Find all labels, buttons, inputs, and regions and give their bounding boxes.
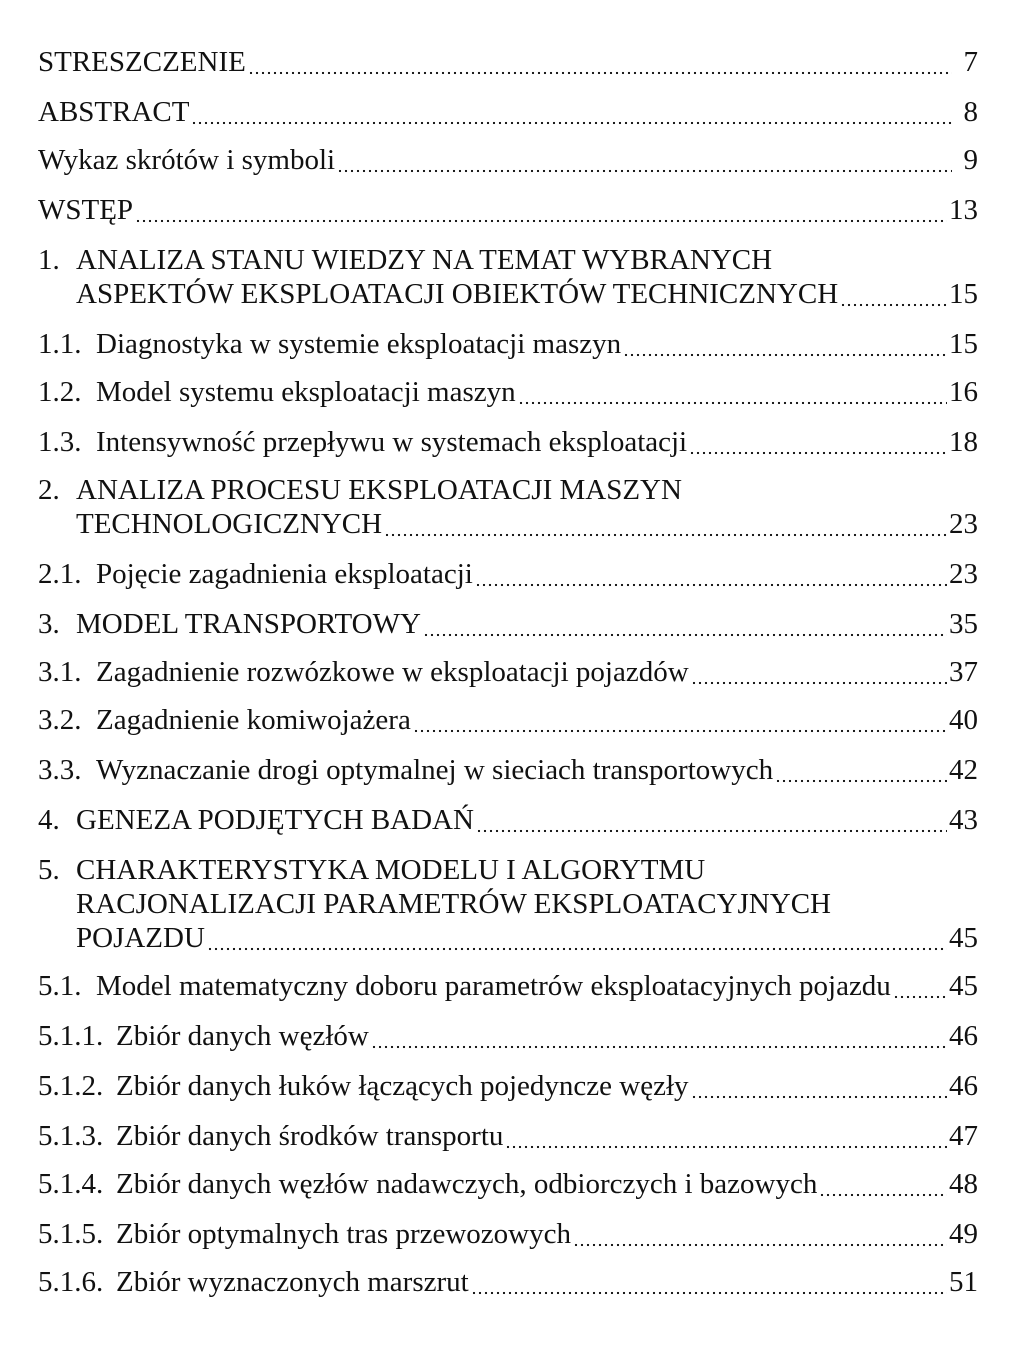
toc-entry-page: 47 bbox=[949, 1120, 978, 1152]
toc-entry-page: 42 bbox=[949, 754, 978, 786]
toc-entry-title: Pojęcie zagadnienia eksploatacji bbox=[96, 558, 473, 590]
toc-entry-page: 51 bbox=[949, 1266, 978, 1298]
toc-entry-number: 4. bbox=[38, 804, 60, 836]
toc-entry-number: 3. bbox=[38, 608, 60, 640]
toc-entry-number: 5.1.1. bbox=[38, 1020, 104, 1052]
toc-entry-number: 5.1.6. bbox=[38, 1266, 104, 1298]
dot-leader bbox=[384, 533, 947, 537]
toc-entry-page: 7 bbox=[963, 46, 978, 78]
toc-entry-number: 5. bbox=[38, 854, 60, 886]
toc-entry-page: 46 bbox=[949, 1020, 978, 1052]
toc-entry[interactable] bbox=[38, 98, 978, 132]
dot-leader bbox=[476, 829, 947, 833]
toc-entry-page: 43 bbox=[949, 804, 978, 836]
toc-entry-title: Model systemu eksploatacji maszyn bbox=[96, 376, 516, 408]
dot-leader bbox=[135, 219, 947, 223]
toc-entry-page: 15 bbox=[949, 328, 978, 360]
toc-entry-title: TECHNOLOGICZNYCH bbox=[76, 508, 383, 540]
dot-leader bbox=[475, 583, 947, 587]
toc-entry-page: 23 bbox=[949, 508, 978, 540]
toc-entry-number: 1.3. bbox=[38, 426, 82, 458]
toc-entry-title: Zbiór danych węzłów bbox=[116, 1020, 369, 1052]
toc-entry-number: 5.1.3. bbox=[38, 1120, 104, 1152]
toc-entry-page: 45 bbox=[949, 922, 978, 954]
toc-entry-title: Zbiór danych łuków łączących pojedyncze węzły bbox=[116, 1070, 689, 1102]
toc-entry-number: 5.1.2. bbox=[38, 1070, 104, 1102]
dot-leader bbox=[423, 633, 947, 637]
dot-leader bbox=[337, 169, 952, 173]
toc-entry-number: 5.1.5. bbox=[38, 1218, 104, 1250]
dot-leader bbox=[505, 1145, 947, 1149]
dot-leader bbox=[691, 681, 947, 685]
toc-entry-number: 1.1. bbox=[38, 328, 82, 360]
dot-leader bbox=[775, 779, 947, 783]
toc-entry[interactable] bbox=[38, 1170, 978, 1204]
dot-leader bbox=[691, 1095, 948, 1099]
toc-entry-title: MODEL TRANSPORTOWY bbox=[76, 608, 421, 640]
toc-entry-page: 9 bbox=[963, 144, 978, 176]
toc-entry[interactable] bbox=[38, 246, 978, 314]
toc-entry-page: 16 bbox=[949, 376, 978, 408]
toc-entry-number: 3.1. bbox=[38, 656, 82, 688]
toc-entry-number: 3.3. bbox=[38, 754, 82, 786]
toc-entry-title-line: CHARAKTERYSTYKA MODELU I ALGORYTMU bbox=[76, 854, 706, 886]
dot-leader bbox=[371, 1045, 947, 1049]
toc-entry-title: Zbiór danych środków transportu bbox=[116, 1120, 504, 1152]
toc-entry-page: 45 bbox=[949, 970, 978, 1002]
toc-entry-page: 8 bbox=[963, 96, 978, 128]
dot-leader bbox=[248, 71, 952, 75]
dot-leader bbox=[893, 995, 947, 999]
toc-entry[interactable] bbox=[38, 330, 978, 364]
dot-leader bbox=[518, 401, 947, 405]
dot-leader bbox=[689, 451, 947, 455]
toc-entry-title: Wykaz skrótów i symboli bbox=[38, 144, 336, 176]
toc-entry-number: 3.2. bbox=[38, 704, 82, 736]
toc-entry[interactable] bbox=[38, 560, 978, 594]
dot-leader bbox=[840, 303, 947, 307]
toc-entry-title: Wyznaczanie drogi optymalnej w sieciach transportowych bbox=[96, 754, 774, 786]
toc-entry-title-line: RACJONALIZACJI PARAMETRÓW EKSPLOATACYJNYCH bbox=[76, 888, 831, 920]
toc-entry[interactable] bbox=[38, 610, 978, 644]
toc-entry[interactable] bbox=[38, 1268, 978, 1302]
toc-entry-page: 18 bbox=[949, 426, 978, 458]
toc-entry-title: GENEZA PODJĘTYCH BADAŃ bbox=[76, 804, 474, 836]
toc-entry-title: ASPEKTÓW EKSPLOATACJI OBIEKTÓW TECHNICZNYCH bbox=[76, 278, 839, 310]
toc-entry[interactable] bbox=[38, 428, 978, 462]
toc-entry-number: 1. bbox=[38, 244, 60, 276]
toc-entry[interactable] bbox=[38, 378, 978, 412]
toc-entry[interactable] bbox=[38, 146, 978, 180]
toc-entry-number: 2.1. bbox=[38, 558, 82, 590]
toc-entry-page: 48 bbox=[949, 1168, 978, 1200]
toc-entry[interactable] bbox=[38, 756, 978, 790]
toc-entry-number: 5.1. bbox=[38, 970, 82, 1002]
toc-entry-number: 1.2. bbox=[38, 376, 82, 408]
toc-entry-page: 37 bbox=[949, 656, 978, 688]
toc-entry-number: 5.1.4. bbox=[38, 1168, 104, 1200]
toc-entry-page: 13 bbox=[949, 194, 978, 226]
toc-entry-title: STRESZCZENIE bbox=[38, 46, 246, 78]
toc-entry-number: 2. bbox=[38, 474, 60, 506]
toc-entry[interactable] bbox=[38, 476, 978, 544]
toc-entry-page: 23 bbox=[949, 558, 978, 590]
dot-leader bbox=[819, 1193, 947, 1197]
toc-entry-page: 40 bbox=[949, 704, 978, 736]
dot-leader bbox=[207, 947, 947, 951]
toc-entry-title-line: ANALIZA PROCESU EKSPLOATACJI MASZYN bbox=[76, 474, 682, 506]
toc-entry-title-line: ANALIZA STANU WIEDZY NA TEMAT WYBRANYCH bbox=[76, 244, 773, 276]
toc-entry-title: Intensywność przepływu w systemach eksploatacji bbox=[96, 426, 688, 458]
toc-entry-title: Diagnostyka w systemie eksploatacji maszyn bbox=[96, 328, 622, 360]
toc-entry-title: Zagadnienie rozwózkowe w eksploatacji pojazdów bbox=[96, 656, 689, 688]
toc-entry[interactable] bbox=[38, 1122, 978, 1156]
toc-entry[interactable] bbox=[38, 48, 978, 82]
toc-entry[interactable] bbox=[38, 1220, 978, 1254]
toc-entry[interactable] bbox=[38, 196, 978, 230]
toc-entry[interactable] bbox=[38, 1022, 978, 1056]
dot-leader bbox=[191, 121, 952, 125]
toc-entry-title: WSTĘP bbox=[38, 194, 134, 226]
toc-entry[interactable] bbox=[38, 972, 978, 1006]
dot-leader bbox=[413, 729, 947, 733]
toc-entry-title: Zbiór wyznaczonych marszrut bbox=[116, 1266, 469, 1298]
toc-entry-title: POJAZDU bbox=[76, 922, 205, 954]
dot-leader bbox=[623, 353, 947, 357]
toc-entry[interactable] bbox=[38, 706, 978, 740]
toc-entry-page: 35 bbox=[949, 608, 978, 640]
dot-leader bbox=[471, 1291, 947, 1295]
toc-entry-title: Zagadnienie komiwojażera bbox=[96, 704, 411, 736]
toc-entry[interactable] bbox=[38, 856, 978, 958]
toc-entry-title: Zbiór optymalnych tras przewozowych bbox=[116, 1218, 571, 1250]
toc-entry[interactable] bbox=[38, 1072, 978, 1106]
toc-entry[interactable] bbox=[38, 658, 978, 692]
toc-entry-page: 46 bbox=[949, 1070, 978, 1102]
toc-entry-title: ABSTRACT bbox=[38, 96, 190, 128]
toc-entry-page: 49 bbox=[949, 1218, 978, 1250]
toc-entry-title: Zbiór danych węzłów nadawczych, odbiorczych i bazowych bbox=[116, 1168, 818, 1200]
dot-leader bbox=[573, 1243, 947, 1247]
toc-entry[interactable] bbox=[38, 806, 978, 840]
toc-entry-title: Model matematyczny doboru parametrów eksploatacyjnych pojazdu bbox=[96, 970, 891, 1002]
toc-entry-page: 15 bbox=[949, 278, 978, 310]
